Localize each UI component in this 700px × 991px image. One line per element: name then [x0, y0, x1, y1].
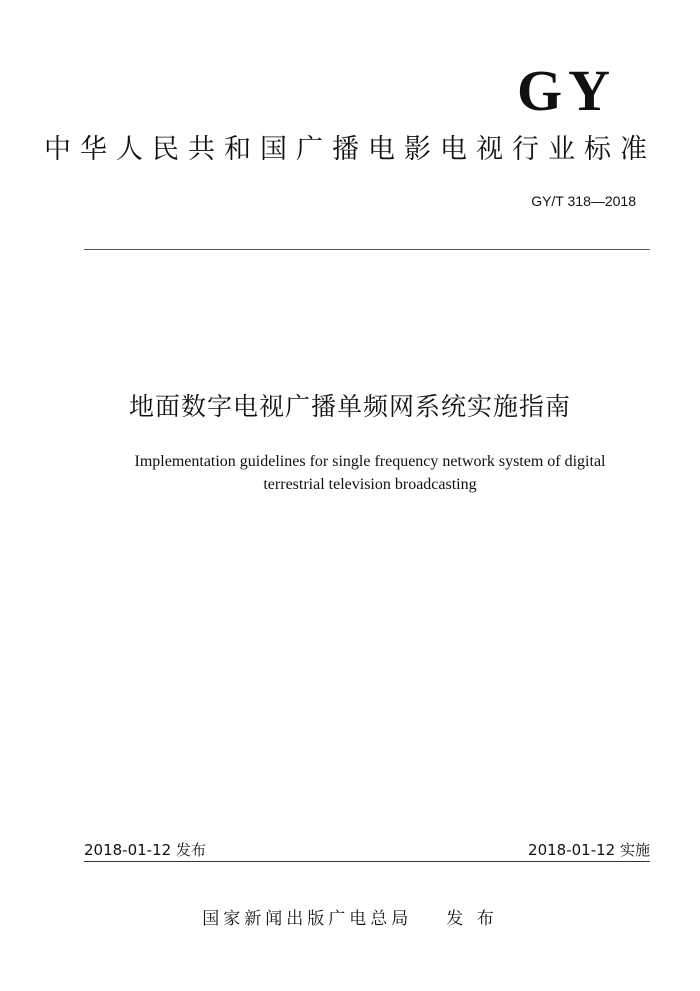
issue-date: 2018-01-12 发布 — [84, 841, 206, 859]
title-en-line-2: terrestrial television broadcasting — [263, 476, 477, 493]
publisher-name: 国家新闻出版广电总局 — [202, 909, 413, 929]
footer-divider — [84, 861, 650, 862]
standard-number: GY/T 318—2018 — [531, 193, 636, 209]
gy-logo: GY — [517, 58, 616, 123]
publisher-issue-label: 发 布 — [446, 909, 498, 929]
document-title-en — [110, 450, 630, 496]
publisher-line — [0, 904, 700, 929]
header-divider — [84, 249, 650, 250]
organization-title: 中华人民共和国广播电影电视行业标准 — [44, 134, 656, 165]
implementation-date: 2018-01-12 实施 — [528, 841, 650, 859]
document-title-zh: 地面数字电视广播单频网系统实施指南 — [128, 392, 571, 421]
title-en-line-1: Implementation guidelines for single frequency network system of digital — [134, 453, 606, 470]
